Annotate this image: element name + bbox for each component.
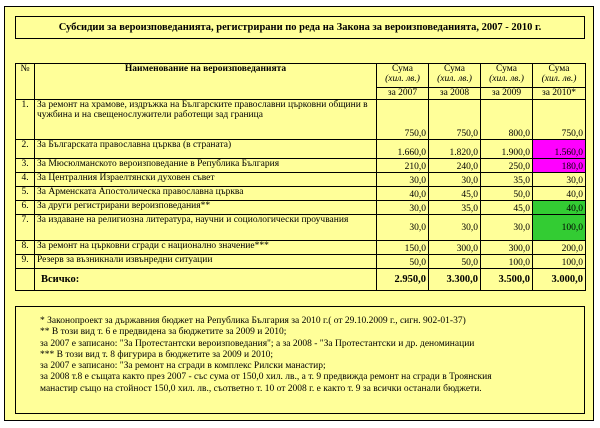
total-no [16, 269, 35, 291]
footnote: манастир също на стойност 150,0 хил. лв., съответно т. 10 от 2008 г. е както т. 9 за всички останали бюджети. [40, 383, 482, 394]
row-name: За Арменската Апостолическа православна църква [35, 187, 377, 201]
row-no: 4. [16, 173, 35, 187]
table-row [16, 201, 586, 215]
value-cell: 30,0 [377, 215, 429, 241]
value-cell: 30,0 [377, 173, 429, 187]
header-year-2008: за 2008 [429, 88, 481, 100]
value-cell: 800,0 [481, 100, 533, 140]
table-row [16, 187, 586, 201]
value-cell: 200,0 [533, 241, 586, 255]
header-name: Наименование на вероизповеданията [35, 64, 377, 100]
header-year-2009: за 2009 [481, 88, 533, 100]
table-row [16, 100, 586, 140]
total-value: 3.500,0 [481, 269, 533, 291]
footnote: * Законопроект за държавния бюджет на Република България за 2010 г.( от 29.10.2009 г., сигн. 902-01-37) [40, 316, 466, 326]
document-page [4, 6, 594, 421]
footnotes [15, 306, 585, 414]
row-name: За Мюсюлманското вероизповедание в Република България [35, 159, 377, 173]
total-value: 3.300,0 [429, 269, 481, 291]
value-cell: 750,0 [429, 100, 481, 140]
row-no: 7. [16, 215, 35, 241]
value-cell: 100,0 [481, 255, 533, 269]
table-total-row [16, 269, 586, 291]
value-cell: 35,0 [481, 173, 533, 187]
row-name: За други регистрирани вероизповедания** [35, 201, 377, 215]
value-cell: 50,0 [377, 255, 429, 269]
value-cell: 40,0 [377, 187, 429, 201]
row-name: Резерв за възникнали извънредни ситуации [35, 255, 377, 269]
value-cell: 45,0 [481, 201, 533, 215]
value-cell: 750,0 [533, 100, 586, 140]
subsidies-table [15, 63, 586, 291]
row-no: 5. [16, 187, 35, 201]
total-value: 3.000,0 [533, 269, 586, 291]
value-cell: 250,0 [481, 159, 533, 173]
row-name: За ремонт на църковни сгради с национално значение*** [35, 241, 377, 255]
value-cell: 35,0 [429, 201, 481, 215]
table-row [16, 159, 586, 173]
table-row [16, 241, 586, 255]
value-cell: 1.900,0 [481, 140, 533, 159]
footnote: ** В този вид т. 6 е предвидена за бюджетите за 2009 и 2010; [40, 327, 287, 338]
row-name: За Централния Израелтянски духовен съвет [35, 173, 377, 187]
row-no: 8. [16, 241, 35, 255]
footnote: *** В този вид т. 8 фигурира в бюджетите за 2009 и 2010; [40, 349, 274, 360]
value-cell: 240,0 [429, 159, 481, 173]
value-cell: 45,0 [429, 187, 481, 201]
row-name: За ремонт на храмове, издръжка на Българските православни църковни общини в чужбина и на свещенослужители работещи зад граница [35, 100, 377, 140]
value-cell: 750,0 [377, 100, 429, 140]
total-label: Всичко: [35, 269, 377, 291]
row-name: За Българската православна църква (в страната) [35, 140, 377, 159]
header-sum-2009: Сума (хил. лв.) [481, 64, 533, 88]
value-cell: 30,0 [377, 201, 429, 215]
table-row [16, 215, 586, 241]
value-cell-highlighted: 100,0 [533, 215, 586, 241]
value-cell: 100,0 [533, 255, 586, 269]
row-no: 2. [16, 140, 35, 159]
value-cell: 30,0 [533, 173, 586, 187]
value-cell-highlighted: 180,0 [533, 159, 586, 173]
row-no: 9. [16, 255, 35, 269]
value-cell: 30,0 [429, 215, 481, 241]
value-cell: 50,0 [481, 187, 533, 201]
header-year-2007: за 2007 [377, 88, 429, 100]
total-value: 2.950,0 [377, 269, 429, 291]
value-cell: 50,0 [429, 255, 481, 269]
value-cell: 1.820,0 [429, 140, 481, 159]
value-cell: 300,0 [481, 241, 533, 255]
row-no: 6. [16, 201, 35, 215]
table-row [16, 173, 586, 187]
value-cell-highlighted: 1.560,0 [533, 140, 586, 159]
value-cell: 30,0 [429, 173, 481, 187]
footnote: за 2007 е записано: "За ремонт на сгради в комплекс Рилски манастир; [40, 361, 326, 372]
row-no: 3. [16, 159, 35, 173]
table-row [16, 140, 586, 159]
value-cell: 40,0 [533, 187, 586, 201]
footnote: за 2007 е записано: "За Протестантски вероизповедания"; а за 2008 - "За Протестантски и др. деноминации [40, 338, 475, 349]
value-cell: 150,0 [377, 241, 429, 255]
value-cell: 210,0 [377, 159, 429, 173]
page-title: Субсидии за вероизповеданията, регистрирани по реда на Закона за вероизповеданията, 2007 - 2010 г. [15, 16, 585, 39]
value-cell: 1.660,0 [377, 140, 429, 159]
footnote: за 2008 т.8 е същата както през 2007 - със сума от 150,0 хил. лв., а т. 9 предвижда ремонт на сгради в Троянския [40, 372, 492, 383]
value-cell: 300,0 [429, 241, 481, 255]
header-sum-2010: Сума (хил. лв.) [533, 64, 586, 88]
row-name: За издаване на религиозна литература, научни и социологически проучвания [35, 215, 377, 241]
value-cell-highlighted: 40,0 [533, 201, 586, 215]
table-header-row [16, 64, 586, 88]
value-cell: 30,0 [481, 215, 533, 241]
header-sum-2007: Сума (хил. лв.) [377, 64, 429, 88]
table-row [16, 255, 586, 269]
header-sum-2008: Сума (хил. лв.) [429, 64, 481, 88]
row-no: 1. [16, 100, 35, 140]
header-year-2010: за 2010* [533, 88, 586, 100]
header-no: № [16, 64, 35, 100]
